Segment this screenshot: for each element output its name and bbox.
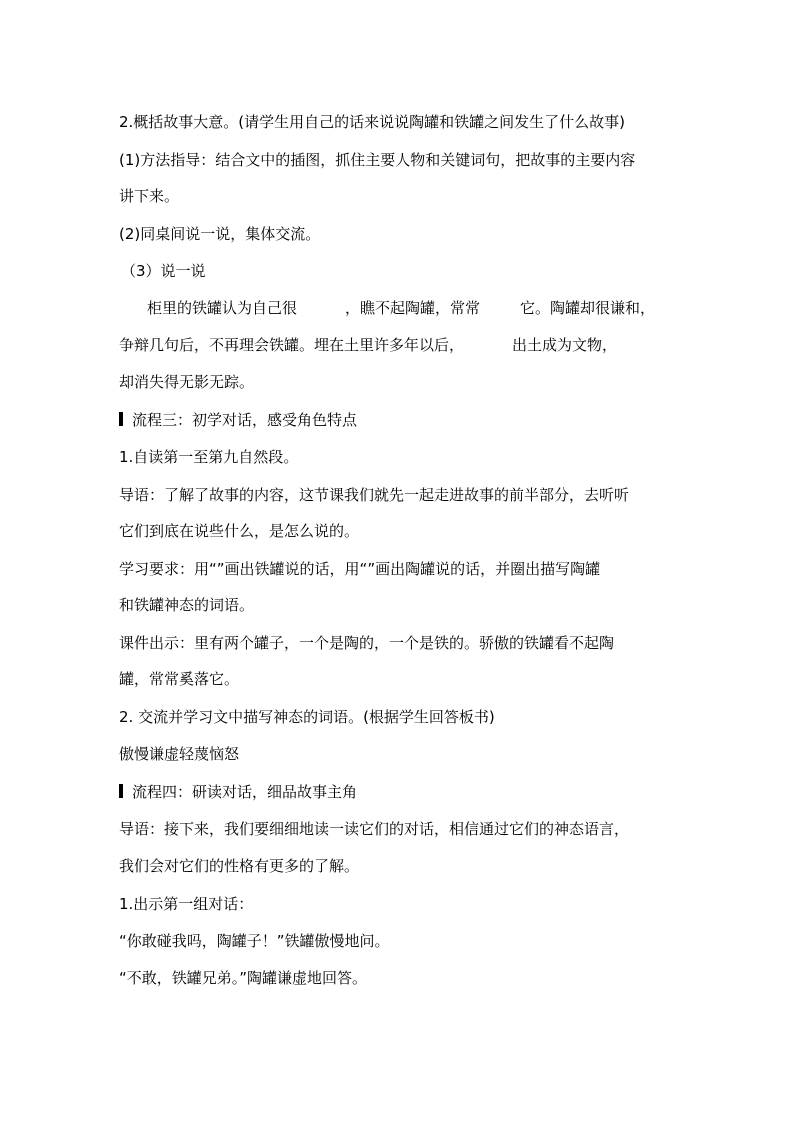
heading-bar-icon bbox=[119, 412, 123, 426]
section-heading-4 bbox=[119, 782, 679, 802]
paragraph-intro-2-cont: 我们会对它们的性格有更多的了解。 bbox=[119, 857, 360, 875]
paragraph-intro-2: 导语：接下来，我们要细细地读一读它们的对话，相信通过它们的神态语言， bbox=[119, 820, 630, 838]
fill-text-part-a: 争辩几句后，不再理会铁罐。埋在土里许多年以后， bbox=[119, 336, 465, 354]
paragraph-dialogue-iron: “你敢碰我吗，陶罐子！”铁罐傲慢地问。 bbox=[119, 932, 390, 950]
fill-text-part-b: ，瞧不起陶罐，常常 bbox=[345, 299, 481, 317]
paragraph-fill-blank-2 bbox=[119, 335, 679, 355]
paragraph-intro: 导语：了解了故事的内容，这节课我们就先一起走进故事的前半部分，去听听 bbox=[119, 486, 630, 504]
fill-text-part-a: 柜里的铁罐认为自己很 bbox=[147, 299, 298, 317]
fill-text-part-c: 它。陶罐却很谦和， bbox=[520, 299, 656, 317]
heading-bar-icon bbox=[119, 784, 123, 798]
paragraph-method-guide-cont: 讲下来。 bbox=[119, 187, 180, 205]
section-heading-3-text: 流程三：初学对话，感受角色特点 bbox=[132, 411, 358, 429]
paragraph-fill-blank-3: 却消失得无影无踪。 bbox=[119, 373, 255, 391]
paragraph-method-guide: (1)方法指导：结合文中的插图，抓住主要人物和关键词句，把故事的主要内容 bbox=[119, 151, 636, 169]
paragraph-slide-cont: 罐，常常奚落它。 bbox=[119, 670, 240, 688]
paragraph-intro-cont: 它们到底在说些什么，是怎么说的。 bbox=[119, 522, 360, 540]
paragraph-summary-task: 2.概括故事大意。(请学生用自己的话来说说陶罐和铁罐之间发生了什么故事) bbox=[119, 113, 626, 131]
section-heading-4-text: 流程四：研读对话，细品故事主角 bbox=[132, 783, 358, 801]
paragraph-dialogue-clay: “不敢，铁罐兄弟。”陶罐谦虚地回答。 bbox=[119, 969, 368, 987]
paragraph-desk-discussion: (2)同桌间说一说，集体交流。 bbox=[119, 225, 321, 243]
paragraph-requirements-cont: 和铁罐神态的词语。 bbox=[119, 596, 255, 614]
paragraph-exchange: 2. 交流并学习文中描写神态的词语。(根据学生回答板书) bbox=[119, 708, 495, 726]
paragraph-fill-blank-1 bbox=[147, 298, 707, 318]
fill-text-part-b: 出土成为文物， bbox=[512, 336, 618, 354]
section-heading-3 bbox=[119, 410, 679, 430]
paragraph-board-words: 傲慢谦虚轻蔑恼怒 bbox=[119, 745, 240, 763]
paragraph-requirements: 学习要求：用“”画出铁罐说的话，用“”画出陶罐说的话，并圈出描写陶罐 bbox=[119, 560, 601, 578]
paragraph-self-read: 1.自读第一至第九自然段。 bbox=[119, 448, 299, 466]
paragraph-say-it: （3）说一说 bbox=[121, 262, 206, 280]
paragraph-slide: 课件出示：里有两个罐子，一个是陶的，一个是铁的。骄傲的铁罐看不起陶 bbox=[119, 634, 615, 652]
paragraph-dialogue-heading: 1.出示第一组对话： bbox=[119, 895, 254, 913]
